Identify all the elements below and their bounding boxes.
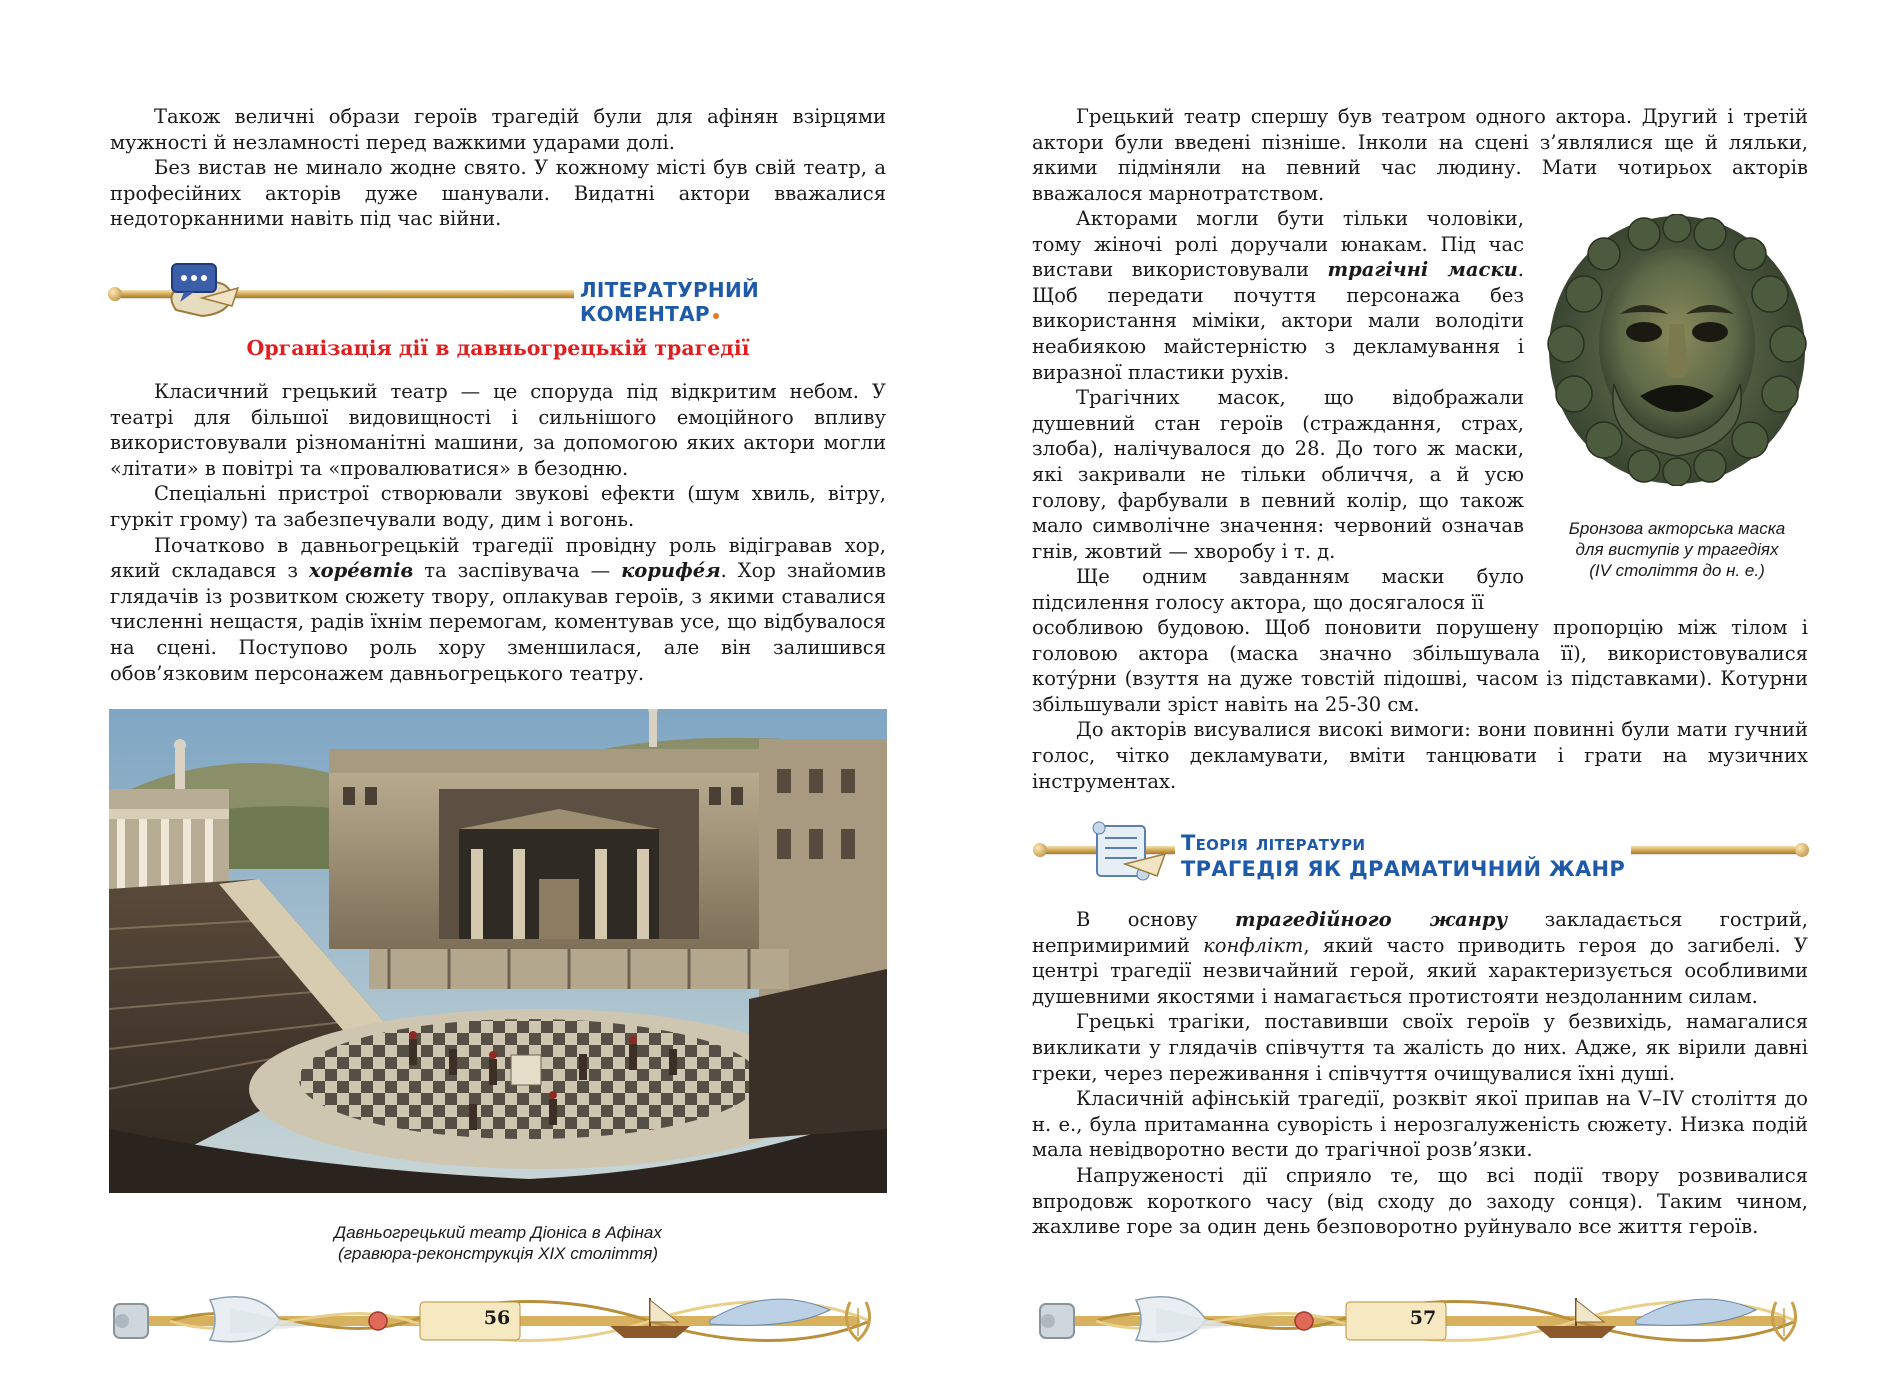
term-choreuts: хоре́втів: [308, 559, 414, 583]
theory-title: [1175, 830, 1631, 882]
theory-paragraph-1: В основу трагедійного жанру закладається гострий, непримиримий конфлікт, який часто приводить героя до загибелі. У центрі трагедії незвичайний герой, який характеризується особливими душевними якостями і намагається протистояти нездоланним силам.: [1032, 908, 1808, 1008]
theory-label: Теорія літератури: [1181, 831, 1366, 855]
intro-text: [110, 104, 886, 232]
theory-paragraph-3: Класичній афінській трагедії, розквіт якої припав на V–IV століття до н. е., була притаманна суворість і нерозгалуженість сюжету. Низка подій мала невідворотно вести до трагічної розв’язки.: [1032, 1087, 1808, 1162]
orange-dot-icon: [713, 313, 719, 319]
voice-paragraph-start: Ще одним завданням маски було підсилення голосу актора, що досягалося її: [1032, 565, 1524, 614]
rose-icon: [369, 1312, 387, 1330]
intro-paragraph-2: Без вистав не минало жодне свято. У кожному місті був свій театр, а професійних акторів дуже шанували. Видатні актори вважалися недоторканними навіть під час війни.: [110, 156, 886, 231]
right-narrow-column: [1032, 206, 1524, 616]
theatre-of-dionysus-illustration: [109, 709, 887, 1193]
section-body: [110, 379, 886, 686]
body-paragraph-2: Спеціальні пристрої створювали звукові ефекти (шум хвиль, вітру, гуркіт грому) та забезпечували воду, дим і вогонь.: [110, 482, 886, 531]
mask-caption: Бронзова акторська маска для виступів у трагедіях (IV століття до н. е.): [1568, 519, 1786, 580]
right-page-number: 57: [1409, 1307, 1437, 1329]
column-icon: [114, 1304, 148, 1338]
term-tragic-genre: трагедійного жанру: [1234, 908, 1508, 931]
theory-paragraph-2: Грецькі трагіки, поставивши своїх героїв у безвихідь, намагалися викликати у глядачів співчуття та жалість до них. Адже, як вірили давні греки, через переживання і співчуття очищувалися їхні душі.: [1032, 1010, 1808, 1085]
right-page: [952, 0, 1904, 1400]
term-coryphaeus: корифе́я: [621, 559, 721, 583]
masks-paragraph: Акторами могли бути тільки чоловіки, тому жіночі ролі доручали юнакам. Під час вистави використовували трагічні маски. Щоб передати почуття персонажа без використання міміки, актори мали володіти неабиякою майстерністю з декламування і виразної пластики рухів.: [1032, 207, 1524, 384]
column-icon: [1040, 1304, 1074, 1338]
theatre-image-caption: Давньогрецький театр Діоніса в Афінах (гравюра-реконструкція XIX століття): [334, 1223, 662, 1263]
body-paragraph-1: Класичний грецький театр — це споруда під відкритим небом. У театрі для більшої видовищності і сильнішого емоційного впливу використовували різноманітні машини, за допомогою яких актори могли «літати» в повітрі та «провалюватися» в безодню.: [110, 380, 886, 480]
requirements-paragraph: До акторів висувалися високі вимоги: вони повинні були мати гучний голос, чітко декламувати, вміти танцювати і грати на музичних інструментах.: [1032, 718, 1808, 793]
theory-paragraph-4: Напруженості дії сприяло те, що всі події твору розвивалися впродовж короткого часу (від сходу до заходу сонця). Таким чином, жахливе горе за один день безповоротно руйнувало все життя героїв.: [1032, 1163, 1808, 1239]
intro-paragraph-1: Також величні образи героїв трагедій були для афінян взірцями мужності й незламності перед важкими ударами долі.: [110, 105, 886, 154]
theory-body: [1032, 907, 1808, 1240]
left-page-number: 56: [483, 1307, 511, 1329]
term-tragic-masks: трагічні маски: [1327, 258, 1518, 282]
rose-icon: [1295, 1312, 1313, 1330]
theory-topic: ТРАГЕДІЯ ЯК ДРАМАТИЧНИЙ ЖАНР: [1181, 857, 1626, 881]
literary-comment-banner: [112, 258, 892, 328]
body-paragraph-3: Початково в давньогрецькій трагедії провідну роль відігравав хор, який складався з хоре́втів та заспівувача — корифе́я. Хор знайомив глядачів із розвитком сюжету твору, оплакував героїв, з якими ставалися численні нещастя, радів їхнім перемогам, коментував усе, що відбувалося на сцені. Поступово роль хору зменшилася, але він залишився обов’язковим персонажем давньогрецького театру.: [110, 533, 887, 685]
bronze-mask-image: [1544, 214, 1810, 486]
theory-banner: [1037, 816, 1807, 896]
scroll-book-icon: [1085, 820, 1167, 884]
literary-comment-title: ЛІТЕРАТУРНИЙ КОМЕНТАР: [574, 278, 892, 326]
section-title: Організація дії в давньогрецькій трагедії: [246, 336, 750, 360]
term-conflict: конфлікт: [1203, 933, 1304, 957]
right-wide-continuation: [1032, 615, 1808, 794]
comment-bubble-icon: [162, 258, 240, 320]
right-paragraph-1: Грецький театр спершу був театром одного актора. Другий і третій актори були введені пізніше. Інколи на сцені з’являлися ще й ляльки, якими підміняли на певний час людину. Мати чотирьох акторів вважалося марнотратством.: [1032, 105, 1808, 205]
voice-paragraph-end: особливою будовою. Щоб поновити порушену пропорцію між тілом і головою актора (маска значно збільшувала її), використовувалися коту́рни (взуття на дуже товстій підошві, часом із підставками). Котурни збільшували зріст навіть на 25-30 см.: [1032, 616, 1808, 716]
masks-count-paragraph: Трагічних масок, що відображали душевний стан героїв (страждання, страх, злоба), налічувалося до 28. До того ж маски, які закривали не тільки обличчя, а й усю голову, фарбували в певний колір, що також мало символічне значення: червоний означав гнів, жовтий — хворобу і т. д.: [1032, 386, 1524, 563]
